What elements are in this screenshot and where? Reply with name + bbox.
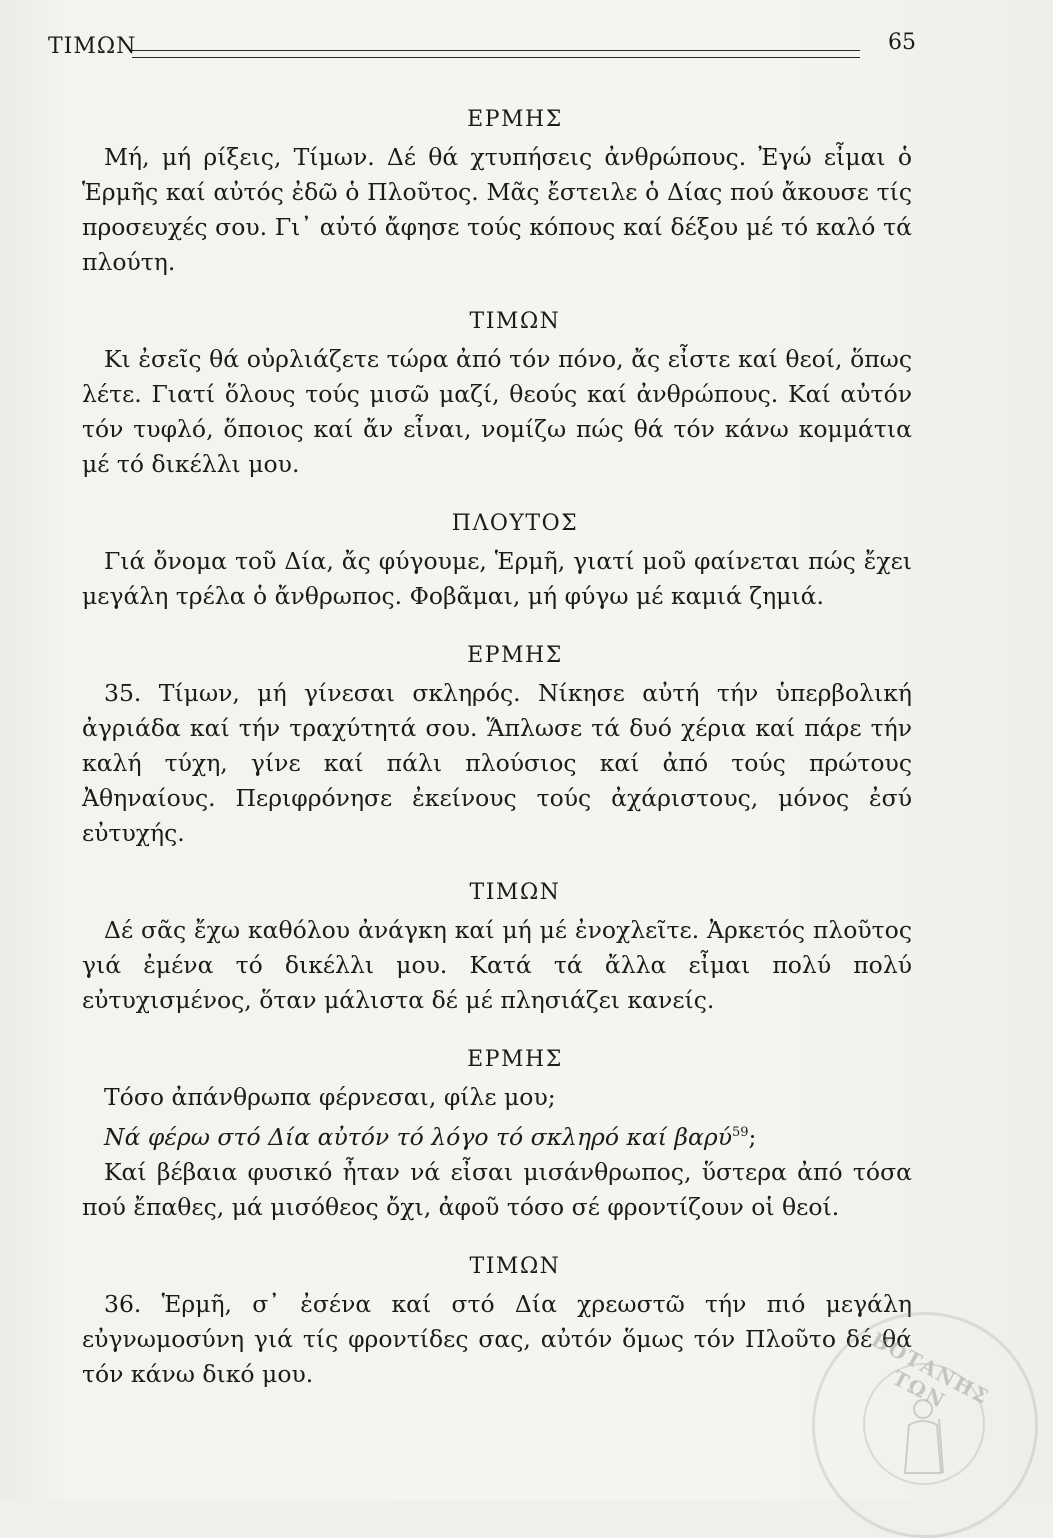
stamp-text: ΒΟΤΑΝΗΣ ΤΩΝ — [867, 1327, 994, 1414]
verse-end: ; — [748, 1122, 757, 1151]
speaker-heading: ΕΡΜΗΣ — [467, 1047, 563, 1072]
verse-line: Τόσο ἀπάνθρωπα φέρνεσαι, φίλε μου; — [104, 1083, 556, 1111]
saint-figure-icon — [895, 1395, 951, 1475]
header-rule — [132, 50, 860, 58]
dialogue-paragraph: Μή, μή ρίξεις, Τίμων. Δέ θά χτυπήσεις ἀνθρώπους. Ἐγώ εἶμαι ὁ Ἑρμῆς καί αὐτός ἐδῶ ὁ Πλοῦτος. Μᾶς ἔστειλε ὁ Δίας πού ἄκουσε τίς προσευχές σου. Γι᾿ αὐτό ἄφησε τούς κόπους καί δέξου μέ τό καλό τά πλούτη. — [82, 143, 912, 276]
dialogue-paragraph: Δέ σᾶς ἔχω καθόλου ἀνάγκη καί μή μέ ἐνοχλεῖτε. Ἀρκετός πλοῦτος γιά ἐμένα τό δικέλλι μου. Κατά τά ἄλλα εἶμαι πολύ πολύ εὐτυχισμένος, ὅταν μάλιστα δέ μέ πλησιάζει κανείς. — [82, 916, 912, 1014]
speaker-heading: ΤΙΜΩΝ — [469, 1253, 561, 1279]
dialogue-paragraph: 35. Τίμων, μή γίνεσαι σκληρός. Νίκησε αὐτή τήν ὑπερβολική ἀγριάδα καί τήν τραχύτητά σου. Ἅπλωσε τά δυό χέρια καί πάρε τήν καλή τύχη, γίνε καί πάλι πλούσιος καί ἀπό τούς πρώτους Ἀθηναίους. Περιφρόνησε ἐκείνους τούς ἀχάριστους, μόνος ἐσύ εὐτυχής. — [82, 679, 912, 847]
verse-line-italic — [82, 1115, 912, 1155]
dialogue-paragraph: Καί βέβαια φυσικό ἦταν νά εἶσαι μισάνθρωπος, ὕστερα ἀπό τόσα πού ἔπαθες, μά μισόθεος ὄχι, ἀφοῦ τόσο σέ φροντίζουν οἱ θεοί. — [82, 1157, 912, 1221]
library-stamp — [812, 1312, 1038, 1538]
dialogue-text — [82, 100, 912, 1400]
running-title: ΤΙΜΩΝ — [48, 34, 137, 59]
speaker-heading: ΤΙΜΩΝ — [469, 880, 561, 905]
page-header — [48, 24, 916, 64]
page-number: 65 — [888, 30, 916, 55]
dialogue-paragraph: Γιά ὄνομα τοῦ Δία, ἄς φύγουμε, Ἑρμῆ, γιατί μοῦ φαίνεται πώς ἔχει μεγάλη τρέλα ὁ ἄνθρωπος. Φοβᾶμαι, μή φύγω μέ καμιά ζημιά. — [82, 547, 912, 610]
footnote-marker: 59 — [731, 1125, 749, 1140]
dialogue-paragraph: Κι ἐσεῖς θά οὐρλιάζετε τώρα ἀπό τόν πόνο, ἄς εἶστε καί θεοί, ὅπως λέτε. Γιατί ὅλους τούς μισῶ μαζί, θεούς καί ἀνθρώπους. Καί αὐτόν τόν τυφλό, ὅποιος καί ἄν εἶναι, νομίζω πώς θά τόν κάνω κομμάτια μέ τό δικέλλι μου. — [82, 345, 912, 478]
speaker-heading: ΤΙΜΩΝ — [469, 309, 561, 334]
verse-italic-text: Νά φέρω στό Δία αὐτόν τό λόγο τό σκληρό καί βαρύ — [104, 1122, 732, 1151]
dialogue-paragraph: 36. Ἑρμῆ, σ᾿ ἐσένα καί στό Δία χρεωστῶ τήν πιό μεγάλη εὐγνωμοσύνη γιά τίς φροντίδες σας, αὐτόν ὅμως τόν Πλοῦτο δέ θά τόν κάνω δικό μου. — [82, 1289, 912, 1388]
speaker-heading: ΕΡΜΗΣ — [467, 107, 563, 132]
speaker-heading: ΕΡΜΗΣ — [467, 643, 563, 668]
speaker-heading: ΠΛΟΥΤΟΣ — [451, 511, 579, 536]
